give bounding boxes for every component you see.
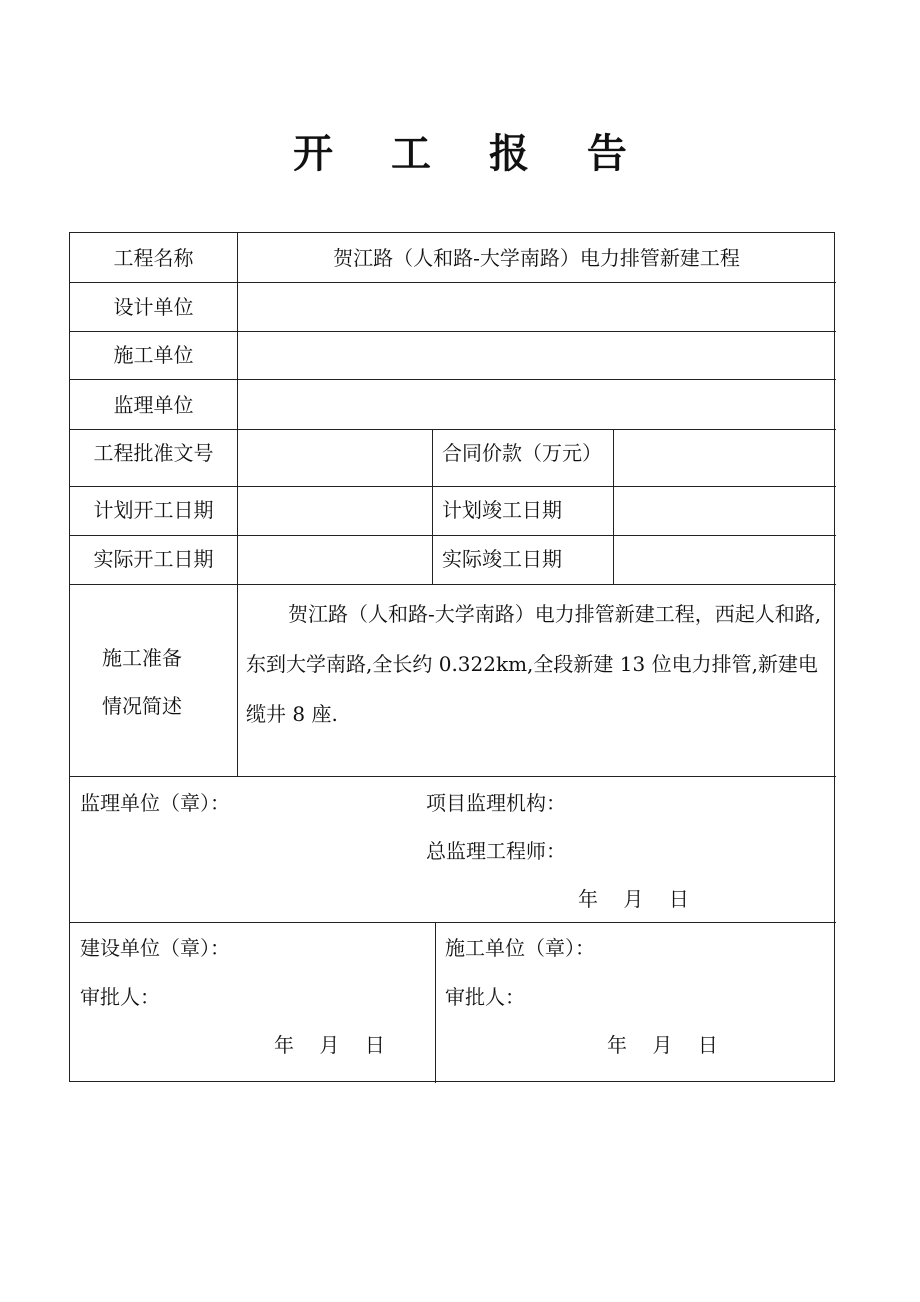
- row-divider: [70, 429, 836, 430]
- actual-start-label: 实际开工日期: [93, 547, 214, 571]
- preparation-label-line1: 施工准备: [102, 646, 182, 670]
- column-divider: [237, 233, 238, 776]
- contractor-approver-label: 审批人：: [445, 985, 525, 1009]
- construction-unit-label: 施工单位: [113, 343, 194, 367]
- supervision-stamp-label: 监理单位（章）：: [80, 791, 230, 815]
- owner-stamp-label: 建设单位（章）：: [80, 936, 230, 960]
- contract-price-label: 合同价款（万元）: [442, 441, 602, 465]
- project-name-label: 工程名称: [113, 246, 194, 270]
- supervision-date[interactable]: 年 月 日: [578, 887, 689, 911]
- row-divider: [70, 379, 836, 380]
- row-divider: [70, 922, 836, 923]
- preparation-description[interactable]: 贺江路（人和路-大学南路）电力排管新建工程，西起人和路,东到大学南路,全长约 0.322km,全段新建 13 位电力排管,新建电缆井 8 座.: [246, 602, 822, 726]
- column-divider: [435, 922, 436, 1083]
- column-divider: [613, 429, 614, 584]
- row-divider: [70, 486, 836, 487]
- supervision-unit-label: 监理单位: [113, 393, 194, 417]
- contractor-date[interactable]: 年 月 日: [607, 1033, 718, 1057]
- row-divider: [237, 282, 836, 283]
- row-divider: [70, 584, 836, 585]
- row-divider: [70, 776, 836, 777]
- row-divider: [70, 331, 836, 332]
- supervision-org-label: 项目监理机构：: [426, 791, 566, 815]
- design-unit-label: 设计单位: [113, 295, 194, 319]
- planned-start-label: 计划开工日期: [93, 498, 214, 522]
- actual-end-label: 实际竣工日期: [442, 547, 562, 571]
- page-title: 开 工 报 告: [293, 131, 649, 177]
- row-divider: [70, 535, 836, 536]
- column-divider: [432, 429, 433, 584]
- planned-end-label: 计划竣工日期: [442, 498, 562, 522]
- contractor-stamp-label: 施工单位（章）：: [445, 936, 595, 960]
- owner-date[interactable]: 年 月 日: [274, 1033, 385, 1057]
- approval-doc-label: 工程批准文号: [93, 441, 214, 465]
- chief-engineer-label: 总监理工程师：: [426, 839, 566, 863]
- owner-approver-label: 审批人：: [80, 985, 160, 1009]
- preparation-label-line2: 情况简述: [102, 694, 182, 718]
- project-name-value[interactable]: 贺江路（人和路-大学南路）电力排管新建工程: [333, 246, 740, 270]
- report-table: [69, 232, 835, 1082]
